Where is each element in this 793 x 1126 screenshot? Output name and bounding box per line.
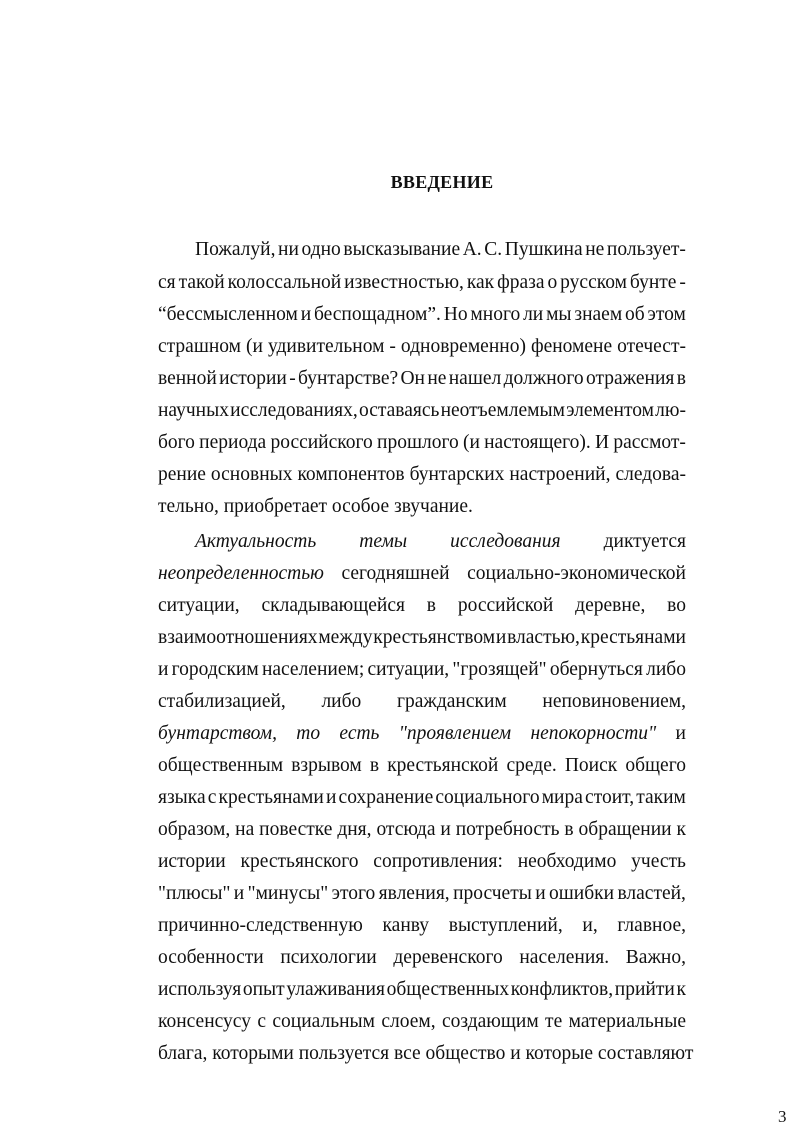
word: Но [443, 304, 468, 325]
word: и [158, 659, 169, 680]
word: гражданским [396, 691, 507, 712]
word: сопротивления: [373, 851, 503, 872]
word: общество [425, 1043, 506, 1064]
word: те [545, 1011, 563, 1032]
word: прошлого [377, 432, 459, 453]
word: одновременно) [400, 336, 526, 357]
word: взрывом [291, 755, 362, 776]
word: социально-экономической [467, 563, 686, 584]
word: в [369, 755, 380, 776]
word: ошибки [549, 883, 615, 904]
word: отражения [585, 368, 675, 389]
word: компонентов [297, 464, 405, 485]
word: особенности [158, 947, 264, 968]
word: и, [582, 915, 598, 936]
text-line [158, 815, 686, 845]
word: - [679, 272, 686, 293]
word: знаем [574, 304, 623, 325]
word: к [676, 819, 686, 840]
text-line [158, 396, 686, 426]
word: рение [158, 464, 206, 485]
word: которыми [212, 1043, 294, 1064]
text-line [158, 268, 686, 298]
word: такой [178, 272, 225, 293]
word: бунтарских [409, 464, 505, 485]
word: и [233, 883, 245, 904]
text-line [158, 460, 686, 490]
text-line [195, 235, 686, 265]
word: образом, [158, 819, 231, 840]
text-line [158, 1007, 686, 1037]
word: феномене [530, 336, 613, 357]
text-line [158, 492, 686, 522]
word: необходимо [517, 851, 617, 872]
word: мы [546, 304, 572, 325]
word: отсюда [376, 819, 436, 840]
word: просчеты [453, 883, 532, 904]
word: социальным [272, 1011, 375, 1032]
word: и [535, 883, 546, 904]
word: высказывание [343, 239, 461, 260]
word: все [394, 1043, 421, 1064]
word: не [427, 368, 447, 389]
word: крестьянами [580, 627, 686, 648]
word: настроений, [509, 464, 611, 485]
word: Актуальность [195, 531, 317, 552]
word: истории [219, 368, 287, 389]
word: неповиновением, [542, 691, 686, 712]
word: ни [278, 239, 299, 260]
text-line [158, 687, 686, 717]
word: периода [199, 432, 267, 453]
text-line [158, 428, 686, 458]
word: беспощадном”. [313, 304, 441, 325]
word: между [318, 627, 373, 648]
word: населением; [261, 659, 365, 680]
word: общего [625, 755, 686, 776]
word: истории [158, 851, 226, 872]
word: Важно, [625, 947, 686, 968]
word: крестьянской [387, 755, 499, 776]
word: - [389, 336, 396, 357]
word: городским [171, 659, 259, 680]
word: Он [400, 368, 425, 389]
word: повестке [259, 819, 333, 840]
word: основных [210, 464, 293, 485]
text-line [195, 527, 686, 557]
word: не [585, 239, 605, 260]
word: неотъемлемым [440, 400, 565, 421]
word: общественных [386, 979, 510, 1000]
word: то [296, 723, 321, 744]
word: обернуться [549, 659, 643, 680]
word: социального [435, 787, 540, 808]
word: которые [525, 1043, 594, 1064]
word: улаживания [286, 979, 385, 1000]
word: особое [331, 496, 390, 517]
word: российского [270, 432, 373, 453]
word: общественным [158, 755, 284, 776]
word: властей, [617, 883, 686, 904]
word: нашел [448, 368, 502, 389]
word: ситуации, [367, 659, 450, 680]
text-line [158, 300, 686, 330]
word: с [207, 787, 217, 808]
word: исследованиях, [230, 400, 358, 421]
word: на [235, 819, 255, 840]
word: языка [158, 787, 206, 808]
word: удивительном [267, 336, 385, 357]
word: прийти [614, 979, 675, 1000]
word: бунтарством, [158, 723, 277, 744]
word: И [595, 432, 610, 453]
word: оставаясь [358, 400, 440, 421]
word: венной [158, 368, 217, 389]
word: крестьянством [373, 627, 496, 648]
word: властью, [507, 627, 580, 648]
word: А. [462, 239, 482, 260]
word: следова- [615, 464, 686, 485]
word: составляют [597, 1043, 694, 1064]
word: и [300, 304, 312, 325]
word: консенсусу [158, 1011, 251, 1032]
word: обращении [578, 819, 672, 840]
text-line [158, 364, 686, 394]
word: во [667, 595, 686, 616]
text-line [158, 847, 686, 877]
word: и [495, 627, 507, 648]
word: сегодняшней [341, 563, 450, 584]
text-line [158, 332, 686, 362]
word: и [440, 819, 451, 840]
word: ситуации, [158, 595, 240, 616]
word: "проявлением [398, 723, 512, 744]
word: “бессмысленном [158, 304, 298, 325]
word: ся [158, 272, 176, 293]
word: ли [523, 304, 544, 325]
word: рассмот- [613, 432, 686, 453]
word: слоем, [381, 1011, 436, 1032]
word: отечест- [617, 336, 686, 357]
text-line [158, 719, 686, 749]
word: - [289, 368, 296, 389]
word: приобретает [223, 496, 328, 517]
word: психологии [280, 947, 377, 968]
text-line [158, 943, 686, 973]
text-line [158, 591, 686, 621]
word: деревенского [393, 947, 503, 968]
word: как [466, 272, 495, 293]
word: в [426, 595, 437, 616]
word: о [547, 272, 558, 293]
word: непокорности" [530, 723, 657, 744]
word: главное, [617, 915, 686, 936]
word: с [257, 1011, 266, 1032]
word: должного [503, 368, 584, 389]
word: учесть [631, 851, 686, 872]
word: С. [484, 239, 503, 260]
word: известностью, [344, 272, 464, 293]
word: (и [462, 432, 480, 453]
word: сохранение [338, 787, 434, 808]
text-line [158, 879, 686, 909]
page-number: 3 [778, 1107, 787, 1126]
word: тельно, [158, 496, 219, 517]
word: либо [646, 659, 686, 680]
word: колоссальной [227, 272, 342, 293]
word: явления, [378, 883, 450, 904]
word: бого [158, 432, 195, 453]
word: российской [457, 595, 554, 616]
word: используя [158, 979, 242, 1000]
word: "грозящей" [452, 659, 547, 680]
word: взаимоотношениях [158, 627, 318, 648]
word: крестьянского [240, 851, 359, 872]
word: выступлений, [448, 915, 563, 936]
text-line [158, 975, 686, 1005]
word: блага, [158, 1043, 208, 1064]
word: потребность [455, 819, 560, 840]
word: настоящего). [484, 432, 591, 453]
word: создающим [441, 1011, 539, 1032]
word: об [625, 304, 645, 325]
word: пользует- [606, 239, 686, 260]
word: Пожалуй, [195, 239, 276, 260]
word: исследования [450, 531, 561, 552]
word: стоит, [585, 787, 635, 808]
text-line [158, 655, 686, 685]
word: есть [339, 723, 380, 744]
word: опыт [242, 979, 285, 1000]
word: страшном [158, 336, 241, 357]
word: Пушкина [504, 239, 583, 260]
word: и [325, 787, 337, 808]
word: неопределенностью [158, 563, 324, 584]
word: населения. [519, 947, 610, 968]
word: этом [647, 304, 686, 325]
text-line [158, 1039, 694, 1069]
word: этого [331, 883, 376, 904]
word: фраза [497, 272, 545, 293]
word: научных [158, 400, 229, 421]
text-line [158, 783, 686, 813]
word: таким [636, 787, 686, 808]
word: причинно-следственную [158, 915, 363, 936]
word: (и [246, 336, 263, 357]
word: деревне, [575, 595, 646, 616]
word: пользуется [298, 1043, 390, 1064]
word: "минусы" [247, 883, 329, 904]
word: элементом [566, 400, 654, 421]
word: конфликтов, [510, 979, 614, 1000]
word: среде. [506, 755, 557, 776]
word: в [564, 819, 574, 840]
text-line [158, 751, 686, 781]
word: дня, [337, 819, 372, 840]
word: в [676, 368, 686, 389]
word: темы [359, 531, 408, 552]
word: к [676, 979, 686, 1000]
word: и [675, 723, 686, 744]
word: звучание. [394, 496, 473, 517]
word: одно [301, 239, 341, 260]
word: много [470, 304, 521, 325]
word: канву [382, 915, 430, 936]
text-line [158, 559, 686, 589]
word: бунте [629, 272, 677, 293]
word: либо [321, 691, 362, 712]
word: Поиск [564, 755, 618, 776]
word: русском [560, 272, 627, 293]
word: мира [541, 787, 583, 808]
text-line [158, 911, 686, 941]
word: бунтарстве? [298, 368, 399, 389]
word: "плюсы" [158, 883, 231, 904]
word: материальные [568, 1011, 686, 1032]
word: и [510, 1043, 521, 1064]
page-title: ВВЕДЕНИЕ [390, 172, 494, 192]
word: стабилизацией, [158, 691, 286, 712]
text-line [158, 623, 686, 653]
word: диктуется [603, 531, 686, 552]
word: крестьянами [218, 787, 324, 808]
word: лю- [655, 400, 686, 421]
word: складывающейся [261, 595, 405, 616]
